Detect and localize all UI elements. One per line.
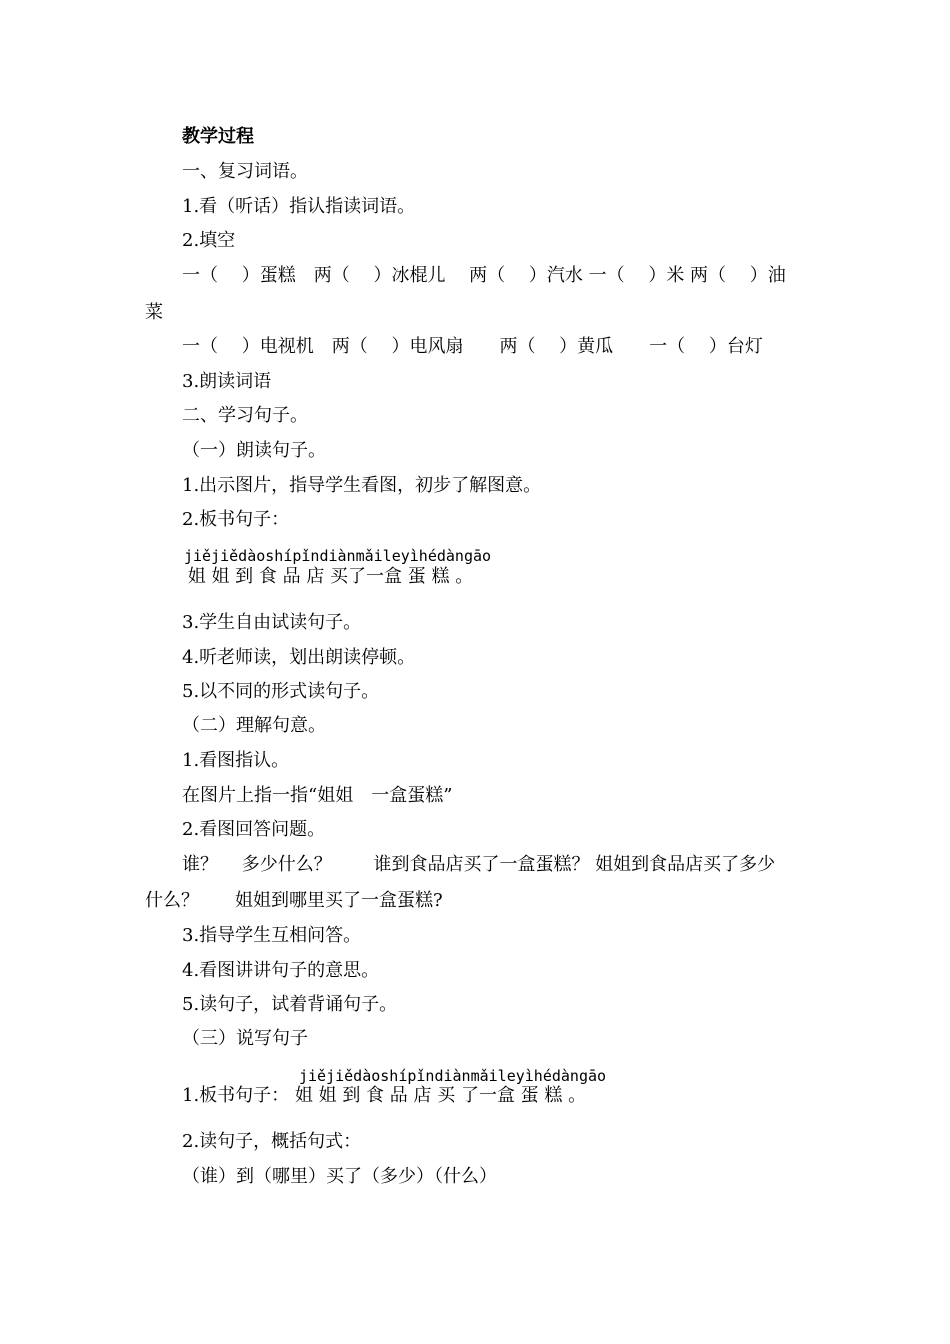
step-text: 4.看图讲讲句子的意思。 [182, 960, 380, 981]
step-text: 3.学生自由试读句子。 [182, 612, 362, 633]
question-continuation: 什么？ 姐姐到哪里买了一盒蛋糕? [145, 890, 443, 911]
fill-blank-continuation: 菜 [145, 302, 163, 323]
section-title: 教学过程 [182, 126, 254, 147]
step-text: 1.板书句子： 姐 姐 到 食 品 店 买 了一盒 蛋 糕 。 [182, 1085, 587, 1106]
subheading: （三）说写句子 [182, 1028, 308, 1049]
pinyin-line: jiějiědàoshípǐndiànmǎileyìhédàngāo [184, 547, 492, 565]
heading-sentences: 二、学习句子。 [182, 405, 308, 426]
step-text: 1.看图指认。 [182, 750, 290, 771]
step-text: 2.填空 [182, 230, 236, 251]
fill-blank-line: 一（ ）电视机 两（ ）电风扇 两（ ）黄瓜 一（ ）台灯 [182, 336, 763, 357]
step-text: 5.以不同的形式读句子。 [182, 681, 380, 702]
fill-blank-line: 一（ ）蛋糕 两（ ）冰棍儿 两（ ）汽水 一（ ）米 两（ ）油 [182, 265, 786, 286]
step-text: 1.出示图片，指导学生看图，初步了解图意。 [182, 475, 542, 496]
heading-review: 一、复习词语。 [182, 161, 308, 182]
subheading: （二）理解句意。 [182, 715, 326, 736]
step-text: 2.看图回答问题。 [182, 819, 326, 840]
step-text: 在图片上指一指“姐姐 一盒蛋糕” [182, 785, 453, 806]
step-text: 4.听老师读，划出朗读停顿。 [182, 647, 416, 668]
subheading: （一）朗读句子。 [182, 440, 326, 461]
pinyin-line: jiějiědàoshípǐndiànmǎileyìhédàngāo [299, 1067, 607, 1085]
step-text: 5.读句子，试着背诵句子。 [182, 994, 398, 1015]
step-text: 3.指导学生互相问答。 [182, 925, 362, 946]
step-text: 2.读句子，概括句式： [182, 1131, 362, 1152]
step-text: 1.看（听话）指认指读词语。 [182, 196, 416, 217]
sentence-line: 姐 姐 到 食 品 店 买了一盒 蛋 糕 。 [182, 566, 474, 587]
sentence-pattern: （谁）到（哪里）买了（多少）（什么） [182, 1166, 497, 1187]
question-line: 谁？ 多少什么？ 谁到食品店买了一盒蛋糕？ 姐姐到食品店买了多少 [182, 854, 776, 875]
step-text: 2.板书句子： [182, 509, 290, 530]
step-text: 3.朗读词语 [182, 371, 272, 392]
